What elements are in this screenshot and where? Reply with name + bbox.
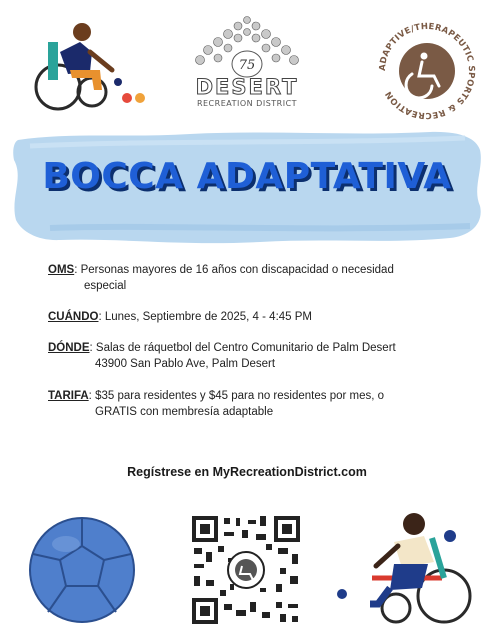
signup-text: Regístrese en MyRecreationDistrict.com — [127, 465, 367, 479]
when-text: Lunes, Septiembre de 2025, 4 - 4:45 PM — [104, 311, 313, 323]
recreation-district-wordmark: RECREATION DISTRICT — [196, 99, 298, 108]
fee-text: $35 para residentes y $45 para no residentes por mes, o — [95, 390, 385, 402]
desert-recreation-district-logo — [180, 14, 315, 110]
adaptive-sports-logo — [372, 16, 482, 126]
who-text: Personas mayores de 16 años con discapacidad o necesidad — [80, 264, 394, 276]
when-label: CUÁNDO — [48, 311, 99, 323]
who-section: OMS: Personas mayores de 16 años con discapacidad o necesidad especial — [48, 262, 448, 294]
when-section: CUÁNDO: Lunes, Septiembre de 2025, 4 - 4:45 PM — [48, 311, 313, 323]
who-text-2: especial — [84, 280, 127, 292]
where-label: DÓNDE — [48, 342, 90, 354]
page-title: BOCCA ADAPTATIVA — [42, 156, 452, 197]
desert-wordmark: DESERT — [195, 75, 299, 99]
wheelchair-athlete-icon — [20, 12, 150, 112]
bocce-ball-icon — [28, 516, 136, 624]
who-label: OMS — [48, 264, 75, 276]
qr-code-icon[interactable] — [190, 514, 302, 626]
fee-label: TARIFA — [48, 390, 89, 402]
wheelchair-bocce-player-icon — [332, 508, 482, 628]
fee-section: TARIFA: $35 para residentes y $45 para no residentes por mes, o GRATIS con membresía adaptable — [48, 388, 448, 420]
where-text: Salas de ráquetbol del Centro Comunitario de Palm Desert — [95, 342, 396, 354]
where-text-2: 43900 San Pablo Ave, Palm Desert — [95, 358, 276, 370]
anniversary-number: 75 — [238, 58, 256, 73]
logo-ring-text: ADAPTIVE/THERAPEUTIC SPORTS & RECREATION — [377, 21, 477, 121]
fee-text-2: GRATIS con membresía adaptable — [95, 406, 274, 418]
where-section: DÓNDE: Salas de ráquetbol del Centro Comunitario de Palm Desert 43900 San Pablo Ave, Palm Desert — [48, 340, 448, 372]
